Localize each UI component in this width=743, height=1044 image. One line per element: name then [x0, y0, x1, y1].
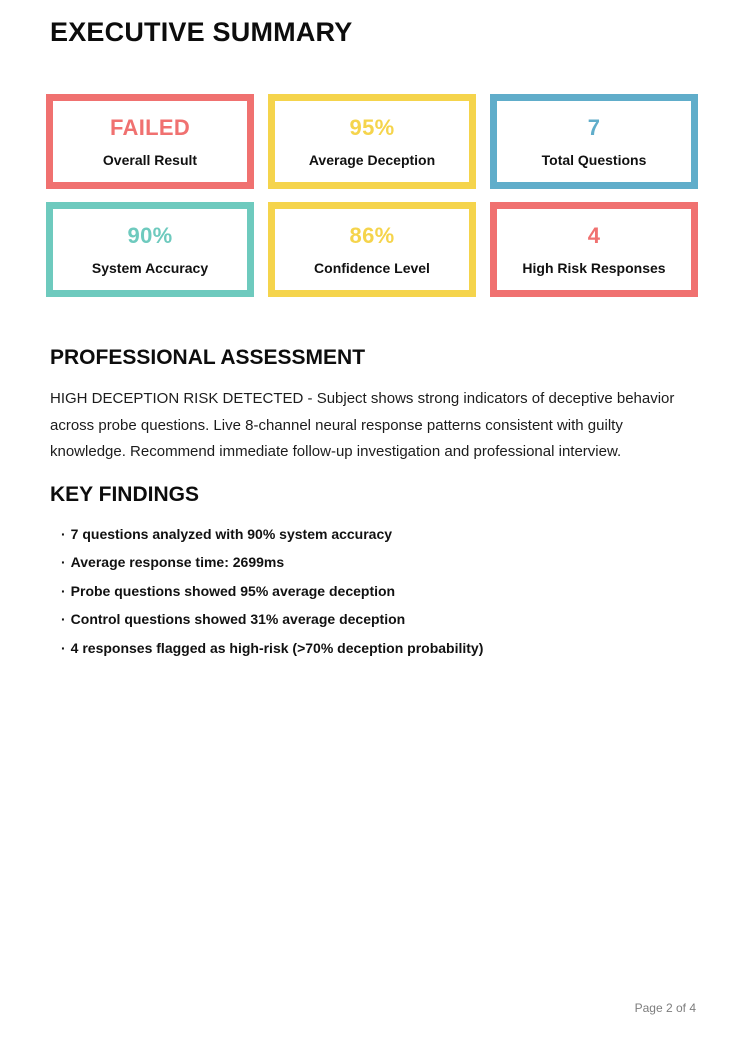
stat-card-high-risk-responses	[490, 202, 698, 297]
finding-text: 7 questions analyzed with 90% system accuracy	[70, 525, 393, 542]
stat-card-average-deception	[268, 94, 476, 189]
finding-item	[61, 552, 697, 572]
finding-text: Probe questions showed 95% average deception	[70, 582, 396, 599]
bullet-icon: ·	[61, 554, 66, 570]
bullet-icon: ·	[61, 582, 66, 599]
findings-list	[61, 524, 697, 658]
stat-label: System Accuracy	[91, 260, 209, 276]
stat-label: Confidence Level	[314, 260, 430, 276]
stat-label: Overall Result	[102, 152, 198, 168]
page-number: Page 2 of 4	[634, 1001, 696, 1015]
findings-section-heading: KEY FINDINGS	[50, 482, 199, 506]
finding-item	[61, 524, 697, 544]
assessment-body-text: HIGH DECEPTION RISK DETECTED - Subject shows strong indicators of deceptive behavior across probe questions. Live 8-channel neural response patterns consistent with guilty knowledge. Recommend immediate follow-up investigation and professional interview.	[50, 390, 675, 460]
finding-item	[61, 609, 697, 629]
stat-value: 90%	[127, 223, 173, 248]
page-title: EXECUTIVE SUMMARY	[50, 17, 353, 47]
bullet-icon: ·	[61, 639, 66, 656]
stat-card-grid	[46, 94, 698, 297]
stat-label: High Risk Responses	[522, 260, 666, 276]
stat-card-confidence-level	[268, 202, 476, 297]
stat-card-overall-result	[46, 94, 254, 189]
stat-label: Total Questions	[541, 152, 647, 168]
stat-card-total-questions	[490, 94, 698, 189]
finding-item	[61, 581, 697, 601]
bullet-icon: ·	[61, 525, 66, 542]
stat-value: 95%	[349, 115, 395, 140]
finding-text: Average response time: 2699ms	[70, 554, 285, 570]
finding-item	[61, 638, 697, 658]
stat-value: 7	[587, 115, 601, 140]
stat-value: FAILED	[109, 115, 191, 140]
bullet-icon: ·	[61, 611, 66, 627]
stat-label: Average Deception	[308, 152, 436, 168]
stat-card-system-accuracy	[46, 202, 254, 297]
finding-text: Control questions showed 31% average deception	[70, 611, 406, 627]
assessment-section-heading: PROFESSIONAL ASSESSMENT	[50, 346, 366, 369]
stat-value: 4	[587, 223, 601, 248]
finding-text: 4 responses flagged as high-risk (>70% deception probability)	[70, 639, 484, 656]
stat-value: 86%	[349, 223, 395, 248]
